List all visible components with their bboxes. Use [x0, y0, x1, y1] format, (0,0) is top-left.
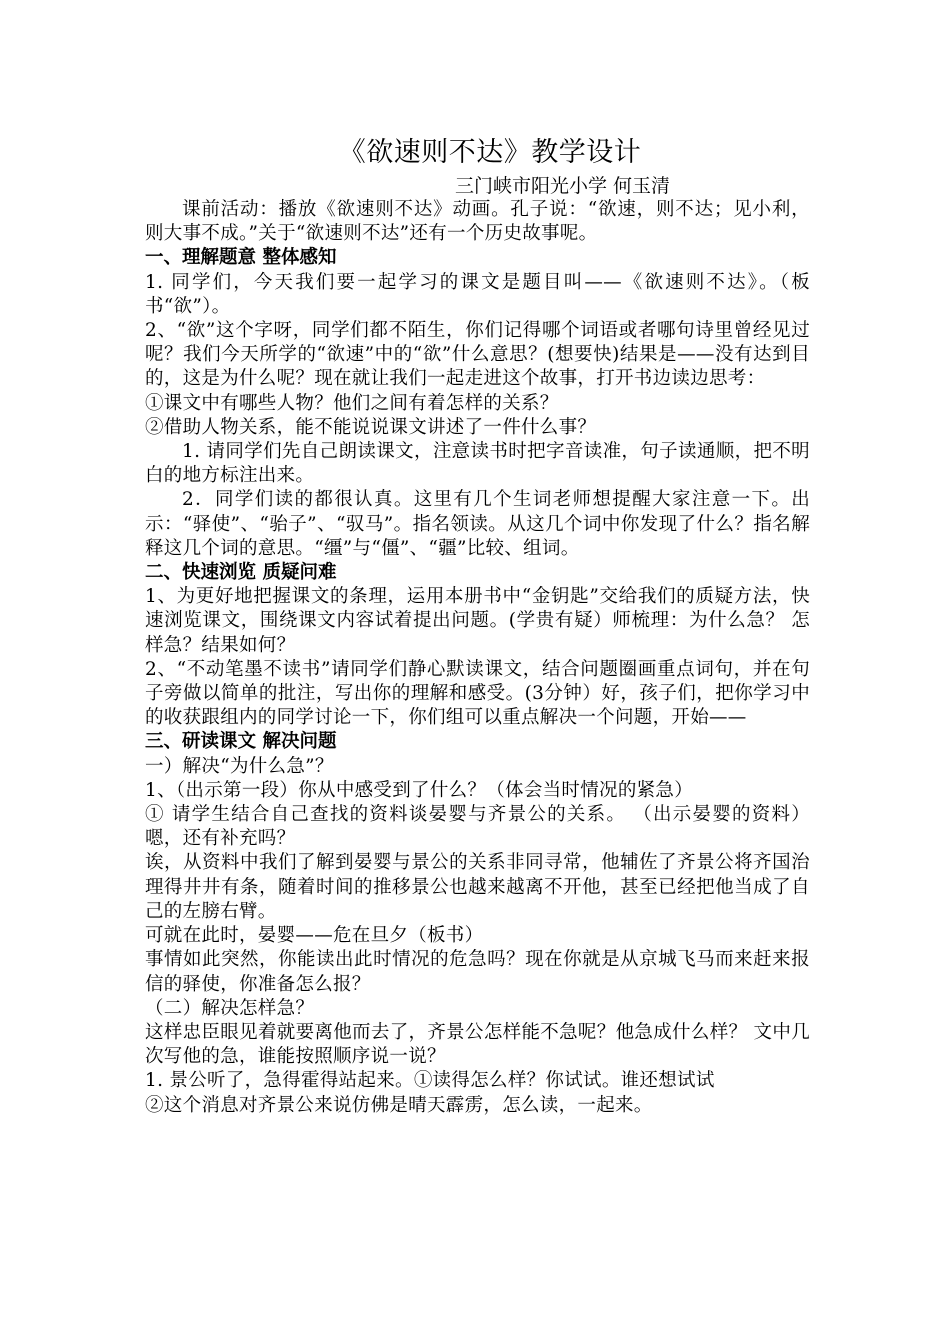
section-number: 一、: [145, 247, 183, 269]
paragraph: 课前活动：播放《欲速则不达》动画。孔子说：“欲速，则不达；见小利，则大事不成。”关于“欲速则不达”还有一个历史故事呢。: [145, 199, 810, 245]
paragraph: 1. 同学们，今天我们要一起学习的课文是题目叫——《欲速则不达》。（板书“欲”）。: [145, 271, 810, 317]
paragraph: 1. 请同学们先自己朗读课文，注意读书时把字音读准，句子读通顺，把不明白的地方标注出来。: [145, 441, 810, 487]
section-number: 三、: [145, 731, 183, 753]
section-number: 二、: [145, 562, 183, 584]
paragraph: 2、“欲”这个字呀，同学们都不陌生，你们记得哪个词语或者哪句诗里曾经见过呢？我们今天所学的“欲速”中的“欲”什么意思？(想要快)结果是——没有达到目的，这是为什么呢？现在就让我们一起走进这个故事，打开书边读边思考：: [145, 320, 810, 390]
paragraph: 诶，从资料中我们了解到晏婴与景公的关系非同寻常，他辅佐了齐景公将齐国治理得井井有条，随着时间的推移景公也越来越离不开他，甚至已经把他当成了自己的左膀右臂。: [145, 852, 810, 922]
paragraph: 这样忠臣眼见着就要离他而去了，齐景公怎样能不急呢？他急成什么样？ 文中几次写他的急，谁能按照顺序说一说？: [145, 1021, 810, 1068]
document-body: [145, 136, 810, 1118]
paragraph: ① 请学生结合自己查找的资料谈晏婴与齐景公的关系。 （出示晏婴的资料）嗯，还有补充吗？: [145, 804, 810, 850]
paragraph: ②借助人物关系，能不能说说课文讲述了一件什么事？: [145, 416, 597, 438]
section-heading: [145, 246, 810, 270]
section-title: 快速浏览 质疑问难: [182, 562, 337, 584]
section-title: 研读课文 解决问题: [182, 731, 337, 753]
paragraph: 一）解决“为什么急”？: [145, 755, 334, 777]
paragraph: ①课文中有哪些人物？他们之间有着怎样的关系？: [145, 392, 559, 414]
paragraph: 2、“不动笔墨不读书”请同学们静心默读课文，结合问题圈画重点词句，并在句子旁做以简单的批注，写出你的理解和感受。(3分钟）好，孩子们，把你学习中的收获跟组内的同学讨论一下，你们组可以重点解决一个问题，开始——: [145, 658, 810, 729]
paragraph: 1. 景公听了，急得霍得站起来。①读得怎么样？你试试。谁还想试试: [145, 1070, 715, 1092]
paragraph: 1、为更好地把握课文的条理，运用本册书中“金钥匙”交给我们的质疑方法，快速浏览课文，围绕课文内容试着提出问题。(学贵有疑）师梳理：为什么急？ 怎样急？结果如何？: [145, 586, 810, 656]
document-author: 三门峡市阳光小学 何玉清: [455, 175, 671, 197]
document-title: 《欲速则不达》教学设计: [338, 137, 642, 168]
paragraph: ②这个消息对齐景公来说仿佛是晴天霹雳，怎么读，一起来。: [145, 1094, 653, 1116]
paragraph: 1、（出示第一段）你从中感受到了什么？（体会当时情况的紧急）: [145, 779, 694, 801]
section-heading: [145, 561, 810, 585]
section-heading: [145, 730, 810, 754]
section-title: 理解题意 整体感知: [182, 247, 337, 269]
paragraph: 事情如此突然，你能读出此时情况的危急吗？现在你就是从京城飞马而来赶来报信的驿使，你准备怎么报？: [145, 949, 810, 995]
paragraph: 可就在此时，晏婴——危在旦夕（板书）: [145, 925, 484, 947]
paragraph: （二）解决怎样急？: [145, 997, 315, 1019]
paragraph: 2．同学们读的都很认真。这里有几个生词老师想提醒大家注意一下。出示：“驿使”、“骀子”、“驭马”。指名领读。从这几个词中你发现了什么？指名解释这几个词的意思。“缰”与“僵”、“疆”比较、组词。: [145, 489, 810, 559]
